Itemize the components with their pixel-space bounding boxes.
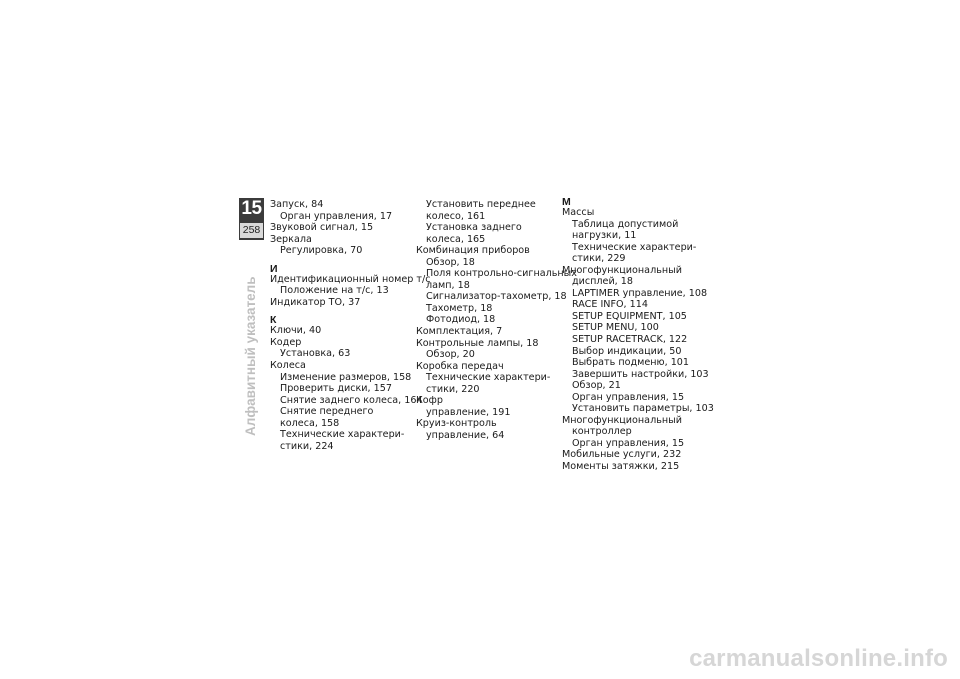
index-subentry: управление, 64	[426, 429, 505, 441]
index-entry: Звуковой сигнал, 15	[270, 222, 374, 234]
index-entry: Моменты затяжки, 215	[562, 461, 680, 473]
index-subentry: Обзор, 21	[572, 380, 621, 392]
index-subentry: Выбор индикации, 50	[572, 345, 682, 357]
index-entry: Индикатор ТО, 37	[270, 296, 361, 308]
index-entry: Запуск, 84	[270, 199, 324, 210]
index-subentry: Орган управления, 17	[280, 210, 393, 222]
index-subentry: нагрузки, 11	[572, 230, 637, 242]
index-entry: Коробка передач	[416, 360, 504, 372]
index-subentry: Технические характери-	[572, 241, 697, 253]
index-subentry: стики, 224	[280, 440, 334, 452]
index-subentry: Проверить диски, 157	[280, 383, 392, 395]
index-subentry: колеса, 165	[426, 233, 486, 245]
index-subentry: Технические характери-	[280, 429, 405, 441]
chapter-number: 15	[241, 198, 262, 219]
index-subentry: Установка заднего	[426, 222, 522, 234]
index-entry: Колеса	[270, 360, 306, 372]
index-column-2	[416, 199, 577, 441]
index-subentry: Обзор, 20	[426, 349, 475, 361]
index-column-3	[562, 196, 714, 473]
index-entry: Кодер	[270, 336, 302, 348]
chapter-tab	[239, 198, 264, 240]
index-subentry: стики, 229	[572, 253, 626, 265]
page-number: 258	[240, 223, 263, 238]
index-subentry: SETUP EQUIPMENT, 105	[572, 310, 687, 322]
index-subentry: Регулировка, 70	[280, 245, 363, 257]
index-entry: Кофр	[416, 395, 443, 407]
index-subentry: Обзор, 18	[426, 256, 475, 268]
index-subentry: Установка, 63	[280, 348, 351, 360]
index-entry: Круиз-контроль	[416, 418, 497, 430]
index-subentry: дисплей, 18	[572, 276, 633, 288]
index-entry: Массы	[562, 207, 595, 218]
index-entry: Зеркала	[270, 233, 312, 245]
index-letter-heading: К	[270, 314, 277, 327]
index-subentry: контроллер	[572, 426, 632, 438]
index-subentry: Снятие заднего колеса, 164	[280, 394, 423, 406]
index-subentry: управление, 191	[426, 406, 511, 418]
index-entry: Мобильные услуги, 232	[562, 449, 682, 461]
index-subentry: стики, 220	[426, 383, 480, 395]
index-letter-heading: И	[270, 262, 278, 275]
index-subentry: SETUP RACETRACK, 122	[572, 334, 688, 346]
index-subentry: Снятие переднего	[280, 406, 374, 418]
index-subentry: RACE INFO, 114	[572, 299, 648, 311]
index-subentry: Поля контрольно-сигнальных	[426, 268, 577, 280]
index-subentry: Орган управления, 15	[572, 437, 685, 449]
index-subentry: Таблица допустимой	[572, 218, 679, 230]
index-letter-heading: М	[562, 196, 571, 208]
section-title-vertical: Алфавитный указатель	[243, 276, 258, 436]
index-entry: Идентификационный номер т/с	[270, 273, 431, 285]
index-subentry: Сигнализатор-тахометр, 18	[426, 291, 567, 303]
index-entry: Многофункциональный	[562, 264, 682, 276]
index-entry: Ключи, 40	[270, 325, 322, 337]
index-entry: Комплектация, 7	[416, 326, 503, 338]
watermark: carmanualsonline.info	[689, 645, 948, 672]
index-subentry: LAPTIMER управление, 108	[572, 287, 708, 299]
index-subentry: Установить переднее	[426, 199, 536, 210]
index-subentry: Изменение размеров, 158	[280, 371, 412, 383]
index-subentry: Фотодиод, 18	[426, 314, 496, 326]
index-subentry: Технические характери-	[426, 372, 551, 384]
index-entry: Комбинация приборов	[416, 245, 530, 257]
index-entry: Контрольные лампы, 18	[416, 337, 539, 349]
index-subentry: колесо, 161	[426, 210, 486, 222]
index-column-1	[270, 199, 430, 452]
index-subentry: колеса, 158	[280, 417, 340, 429]
index-subentry: Орган управления, 15	[572, 391, 685, 403]
index-subentry: ламп, 18	[426, 279, 470, 291]
index-subentry: Завершить настройки, 103	[572, 368, 709, 380]
index-subentry: SETUP MENU, 100	[572, 322, 659, 334]
index-subentry: Выбрать подменю, 101	[572, 357, 690, 369]
index-entry: Многофункциональный	[562, 414, 682, 426]
index-subentry: Установить параметры, 103	[572, 403, 714, 415]
index-subentry: Положение на т/с, 13	[280, 285, 389, 297]
index-subentry: Тахометр, 18	[426, 302, 493, 314]
